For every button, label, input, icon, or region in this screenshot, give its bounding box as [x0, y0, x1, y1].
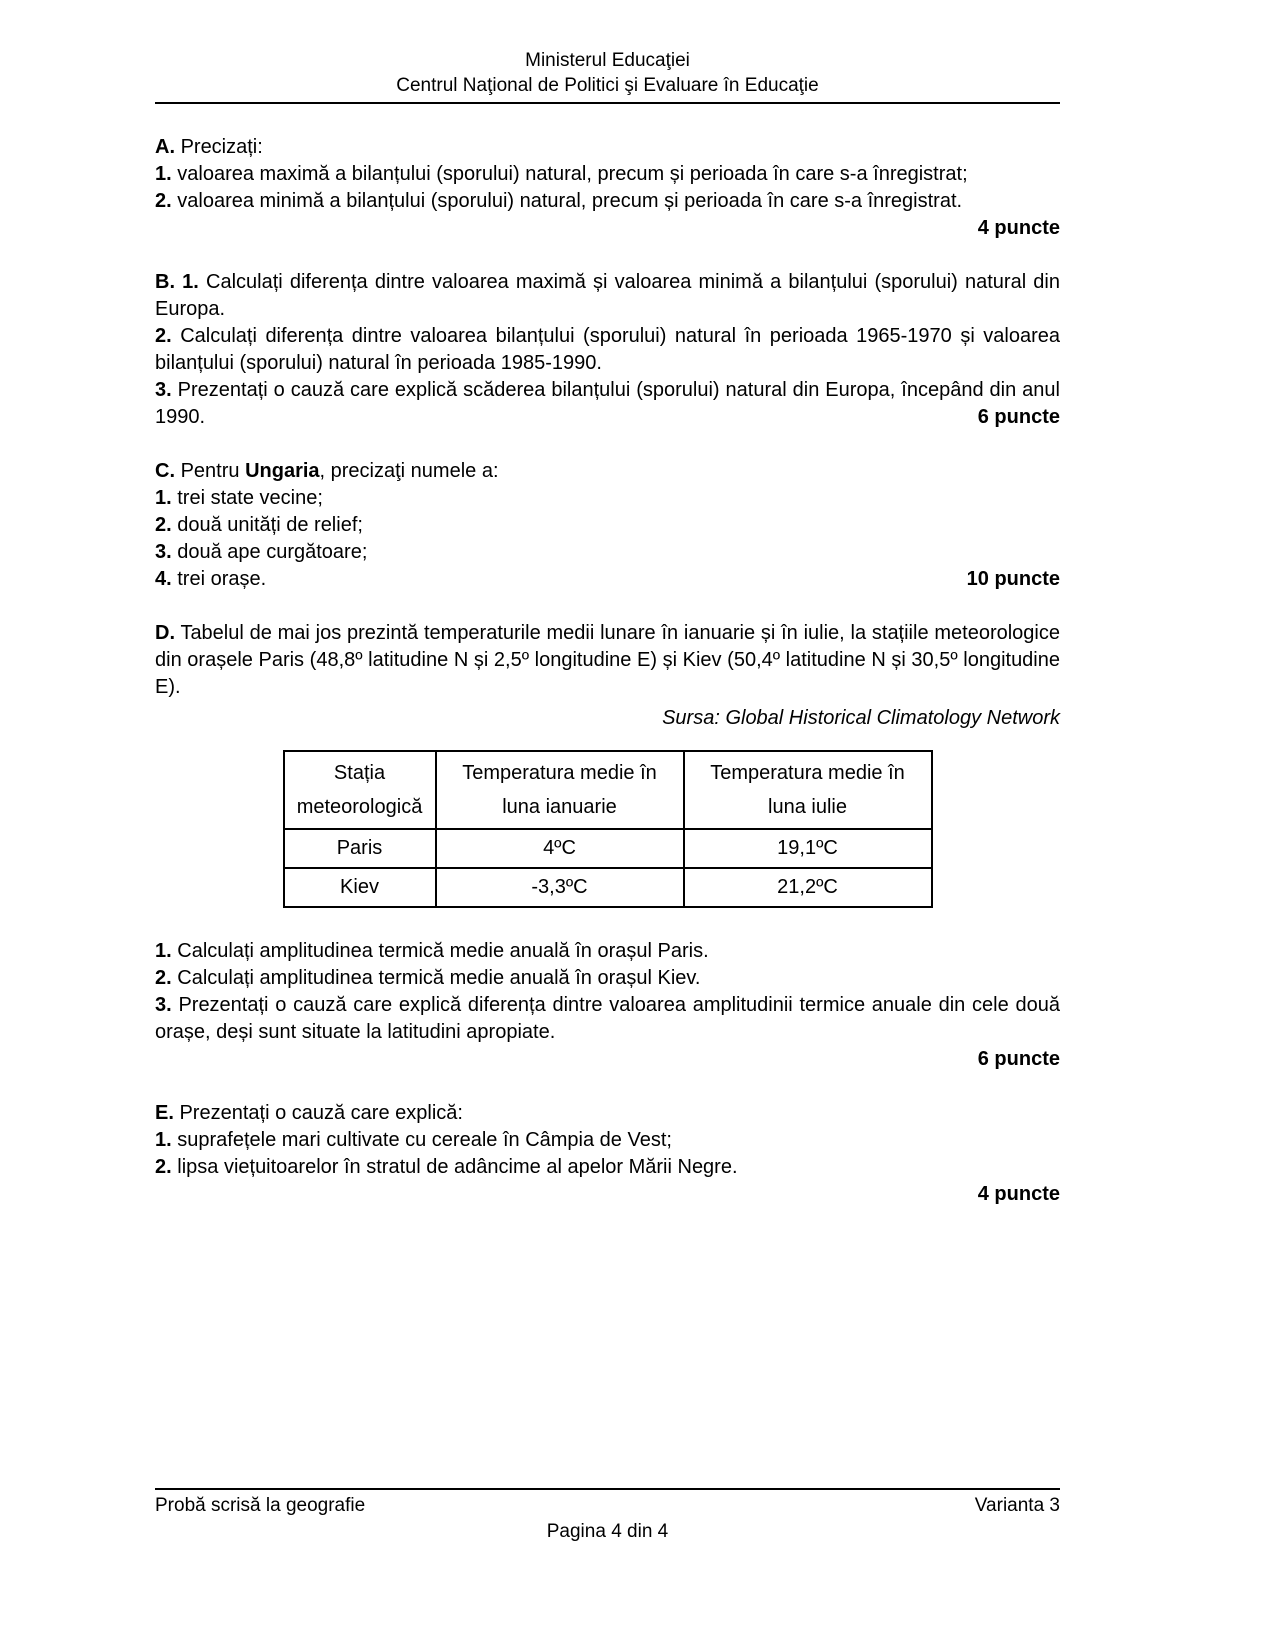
section-a-intro-text: Precizați:: [180, 136, 263, 158]
c-item-1-num: 1.: [155, 487, 172, 509]
e-item-1: [155, 1127, 1060, 1154]
c-item-4-text: trei orașe.: [177, 568, 267, 590]
cell-kiev-station: Kiev: [284, 868, 436, 907]
section-c: [155, 458, 1060, 593]
footer-variant: Varianta 3: [974, 1495, 1060, 1516]
cell-paris-january: 4ºC: [436, 829, 684, 868]
col-header-july: [684, 751, 932, 829]
footer-exam-name: Probă scrisă la geografie: [155, 1495, 366, 1516]
a-item-1-num: 1.: [155, 163, 172, 185]
section-d-label: D.: [155, 622, 175, 644]
cell-kiev-july: 21,2ºC: [684, 868, 932, 907]
c-item-3-num: 3.: [155, 541, 172, 563]
table-source: Sursa: Global Historical Climatology Network: [662, 707, 1060, 729]
ministry-title: Ministerul Educaţiei: [525, 50, 690, 71]
center-title: Centrul Naţional de Politici şi Evaluare în Educaţie: [396, 75, 819, 96]
table-row-paris: [284, 829, 932, 868]
e-points: 4 puncte: [977, 1183, 1060, 1205]
page-header: [155, 48, 1060, 104]
e-item-2-num: 2.: [155, 1156, 172, 1178]
b-item-3-num: 3.: [155, 379, 172, 401]
c-item-1-text: trei state vecine;: [177, 487, 323, 509]
c-item-1: [155, 485, 1060, 512]
b-item-1: [155, 269, 1060, 323]
c-item-3: [155, 539, 1060, 566]
a-item-2-text: valoarea minimă a bilanțului (sporului) natural, precum și perioada în care s-a înregistrat.: [177, 190, 963, 212]
table-header-row: [284, 751, 932, 829]
section-c-pre: Pentru: [180, 460, 240, 482]
cell-paris-station: Paris: [284, 829, 436, 868]
section-c-label: C.: [155, 460, 175, 482]
d-question-3: [155, 992, 1060, 1046]
c-item-4: [155, 566, 266, 593]
col-header-station: [284, 751, 436, 829]
section-a-label: A.: [155, 136, 175, 158]
section-e-intro: [155, 1100, 1060, 1127]
d-question-1-text: Calculați amplitudinea termică medie anuală în orașul Paris.: [177, 940, 709, 962]
b-item-2-num: 2.: [155, 325, 172, 347]
e-item-2-text: lipsa viețuitoarelor în stratul de adâncime al apelor Mării Negre.: [177, 1156, 738, 1178]
col-header-station-line1: Stația: [333, 762, 386, 784]
d-question-2-num: 2.: [155, 967, 172, 989]
b-points: 6 puncte: [977, 406, 1060, 428]
c-item-4-row: [155, 566, 1060, 593]
c-item-3-text: două ape curgătoare;: [177, 541, 368, 563]
a-item-1-text: valoarea maximă a bilanțului (sporului) natural, precum și perioada în care s-a înregistrat;: [177, 163, 968, 185]
section-c-country: Ungaria: [245, 460, 320, 482]
section-d-text: Tabelul de mai jos prezintă temperaturile medii lunare în ianuarie și în iulie, la stațiile meteorologice din orașele Paris (48,8º latitudine N și 2,5º longitudine E) și Kiev (50,4º latitudine N și 30,5º longitudine E).: [155, 622, 1060, 698]
b-item-2-text: Calculați diferența dintre valoarea bilanțului (sporului) natural în perioada 1965-1970 și valoarea bilanțului (sporului) natural în perioada 1985-1990.: [155, 325, 1061, 374]
b-item-3: [155, 377, 1060, 431]
temperature-table: [283, 750, 933, 908]
c-item-2-num: 2.: [155, 514, 172, 536]
e-item-1-text: suprafețele mari cultivate cu cereale în Câmpia de Vest;: [177, 1129, 672, 1151]
page-footer: [155, 1488, 1060, 1545]
section-d: [155, 620, 1060, 1073]
col-header-july-line2: luna iulie: [768, 796, 847, 818]
cell-paris-july: 19,1ºC: [684, 829, 932, 868]
col-header-january-line1: Temperatura medie în: [462, 762, 657, 784]
a-item-2: [155, 188, 1060, 215]
e-item-2: [155, 1154, 1060, 1181]
section-b: [155, 269, 1060, 431]
cell-kiev-january: -3,3ºC: [436, 868, 684, 907]
exam-body: [155, 134, 1060, 1208]
col-header-january-line2: luna ianuarie: [502, 796, 617, 818]
col-header-january: [436, 751, 684, 829]
b-item-3-text: Prezentați o cauză care explică scăderea bilanțului (sporului) natural din Europa, începând din anul 1990.: [155, 379, 1060, 428]
d-question-2: [155, 965, 1060, 992]
d-question-3-text: Prezentați o cauză care explică diferența dintre valoarea amplitudinii termice anuale din cele două orașe, deși sunt situate la latitudini apropiate.: [155, 994, 1060, 1043]
c-item-4-num: 4.: [155, 568, 172, 590]
d-question-3-num: 3.: [155, 994, 172, 1016]
a-points: 4 puncte: [977, 217, 1060, 239]
section-e-label: E.: [155, 1102, 174, 1124]
c-points: 10 puncte: [966, 568, 1060, 590]
footer-row: [155, 1493, 1060, 1519]
d-questions: [155, 938, 1060, 1073]
a-item-1: [155, 161, 1060, 188]
col-header-station-line2: meteorologică: [296, 796, 423, 818]
b-item-1-text: Calculați diferența dintre valoarea maximă și valoarea minimă a bilanțului (sporului) natural din Europa.: [155, 271, 1060, 320]
e-item-1-num: 1.: [155, 1129, 172, 1151]
d-question-2-text: Calculați amplitudinea termică medie anuală în orașul Kiev.: [177, 967, 701, 989]
section-a-intro: [155, 134, 1060, 161]
table-row-kiev: [284, 868, 932, 907]
col-header-july-line1: Temperatura medie în: [710, 762, 905, 784]
section-e-intro-text: Prezentați o cauză care explică:: [179, 1102, 463, 1124]
section-d-intro: [155, 620, 1060, 701]
d-question-1-num: 1.: [155, 940, 172, 962]
c-item-2-text: două unități de relief;: [177, 514, 363, 536]
section-c-intro: [155, 458, 1060, 485]
b-item-1-num: B. 1.: [155, 271, 199, 293]
a-item-2-num: 2.: [155, 190, 172, 212]
footer-page-number: Pagina 4 din 4: [546, 1521, 669, 1542]
section-c-post: , precizaţi numele a:: [319, 460, 499, 482]
section-a: [155, 134, 1060, 242]
b-item-2: [155, 323, 1060, 377]
d-points: 6 puncte: [977, 1048, 1060, 1070]
d-question-1: [155, 938, 1060, 965]
c-item-2: [155, 512, 1060, 539]
section-e: [155, 1100, 1060, 1208]
